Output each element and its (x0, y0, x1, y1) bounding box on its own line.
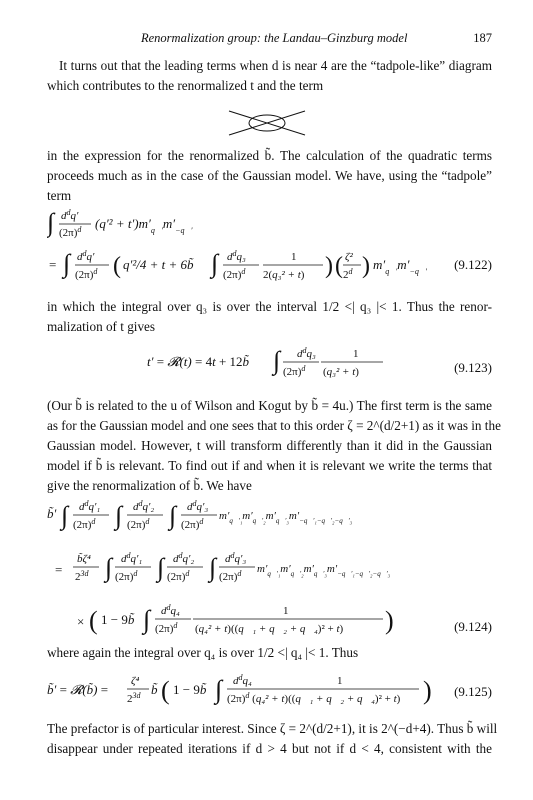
svg-text:m′q⃗′₁m′q⃗′₂m′q⃗′₃m′−q⃗′₁−q⃗′₂: $m'_{q⃗'_1}m'_{q⃗'_2}m'_{q⃗'_3}m'_{-q⃗'_1-q⃗'_2-q⃗'_3}$ (219, 510, 353, 525)
svg-text:(2π)d: $(2\pi)^d$ (167, 568, 190, 583)
svg-text:ddq′₃: $d^dq'_3$ (187, 498, 209, 513)
svg-text:(: ( (113, 253, 121, 279)
svg-text:23d: $2^{3d}$ (127, 690, 141, 705)
text-line: disappear under repeated iterations if d > 4 but not if d < 4, consistent with the (47, 741, 492, 756)
svg-text:ddq′₃: $d^dq'_3$ (225, 550, 247, 565)
svg-text:ddq′₁: $d^dq'_1$ (79, 498, 101, 513)
svg-text:×: × (77, 614, 85, 629)
text-line: give the renormalization of b̃. We have (47, 478, 252, 493)
svg-text:ddq′₂: $d^dq'_2$ (133, 498, 155, 513)
svg-text:∫: ∫ (157, 553, 165, 582)
svg-text:1: 1 (291, 251, 297, 263)
svg-text:∫: ∫ (115, 501, 123, 530)
svg-text:m′q⃗′₁m′q⃗′₂m′q⃗′₃m′−q⃗′₁−q⃗′₂: $m'_{q⃗'_1}m'_{q⃗'_2}m'_{q⃗'_3}m'_{-q⃗'_1-q⃗'_2-q⃗'_3}$ (257, 563, 391, 578)
equation-9-124 (47, 494, 492, 644)
svg-text:1 − 9b̃: 1 − 9b̃ (173, 682, 207, 697)
paragraph-5 (47, 643, 492, 663)
svg-text:ζ²: ζ² (345, 251, 353, 263)
paragraph-1 (47, 56, 492, 96)
svg-text:(: ( (89, 606, 98, 635)
text-line: The prefactor is of particular interest. Since ζ = 2^(d/2+1), it is 2^(−d+4). Thus b̃ will (47, 721, 498, 736)
svg-text:∫: ∫ (105, 553, 113, 582)
svg-text:ddq₄: $d^dq_4$ (161, 602, 180, 617)
svg-text:): ) (423, 676, 432, 705)
svg-text:1: 1 (283, 605, 289, 617)
svg-text:∫: ∫ (61, 501, 69, 530)
text-line: malization of t gives (47, 319, 156, 334)
equation-9-123 (47, 338, 492, 384)
svg-text:): ) (325, 253, 333, 279)
svg-text:ddq′: $d^dq'$ (77, 248, 95, 263)
svg-text:(q′² + t′)m′q⃗′m′−q⃗′: $(q'^2 + t')m'_{q⃗'}m'_{-q⃗'}$ (95, 216, 193, 235)
svg-text:=: = (55, 562, 63, 577)
svg-text:(: ( (161, 676, 170, 705)
book-page (47, 0, 501, 800)
svg-text:23d: $2^{3d}$ (75, 568, 89, 583)
svg-text:∫: ∫ (273, 346, 281, 375)
equation-9-122 (47, 205, 492, 287)
svg-text:2(q₃² + t): 2(q₃² + t) (263, 269, 305, 281)
svg-text:∫: ∫ (143, 605, 151, 634)
svg-text:(2π)d: $(2\pi)^d$ (75, 266, 98, 281)
svg-text:(2π)d: $(2\pi)^d$ (155, 620, 178, 635)
svg-text:(2π)d: $(2\pi)^d$ (219, 568, 242, 583)
svg-text:2d: 2$^d$ (343, 266, 353, 281)
svg-text:m′q⃗′m′−q⃗′: $m'_{q⃗'}m'_{-q⃗'}$ (373, 257, 427, 276)
text-line: where again the integral over q₄ is over 1/2 <| q₄ |< 1. Thus (47, 645, 359, 660)
page-number: 187 (473, 31, 492, 45)
svg-text:ddq′: $d^dq'$ (61, 207, 79, 222)
svg-text:(2π)d (q₄² + t)((q⃗₁ + q⃗₂ + q: $(2\pi)^d$ (q₄² + t)((q⃗₁ + q⃗₂ + q⃗₄)² + t) (227, 690, 401, 705)
svg-text:ddq₃: $d^dq_3$ (297, 345, 316, 360)
paragraph-3 (47, 297, 492, 337)
equation-number: (9.125) (454, 684, 492, 699)
text-line: proceeds much as in the case of the Gaussian model. We have, using the “tadpole” (47, 168, 492, 183)
running-title: Renormalization group: the Landau–Ginzburg model (141, 31, 408, 45)
svg-text:(2π)d: $(2\pi)^d$ (115, 568, 138, 583)
svg-text:∫: ∫ (47, 208, 55, 237)
svg-text:∫: ∫ (209, 553, 217, 582)
svg-text:1 − 9b̃: 1 − 9b̃ (101, 612, 135, 627)
svg-text:(2π)d: $(2\pi)^d$ (223, 266, 246, 281)
svg-text:∫: ∫ (169, 501, 177, 530)
tadpole-diagram (227, 105, 307, 141)
equation-9-125 (47, 664, 492, 714)
text-line: Gaussian model. However, t will transform differently than it did in the Gaussian (47, 438, 492, 453)
text-line: which contributes to the renormalized t and the term (47, 78, 324, 93)
svg-text:(2π)d: $(2\pi)^d$ (73, 516, 96, 531)
text-line: in the expression for the renormalized b̃. The calculation of the quadratic terms (47, 148, 492, 163)
svg-text:(q₃² + t): (q₃² + t) (323, 366, 359, 378)
svg-text:): ) (362, 253, 370, 279)
svg-text:(2π)d: $(2\pi)^d$ (127, 516, 150, 531)
svg-text:(q₄² + t)((q⃗₁ + q⃗₂ + q⃗₄)² +: (q₄² + t)((q⃗₁ + q⃗₂ + q⃗₄)² + t) (195, 623, 344, 635)
paragraph-4 (47, 396, 501, 496)
svg-text:ddq₃: $d^dq_3$ (227, 248, 246, 263)
svg-text:(2π)d: $(2\pi)^d$ (283, 363, 306, 378)
svg-text:q′²/4 + t + 6b̃: q′²/4 + t + 6b̃ (123, 257, 194, 272)
svg-text:t′ = 𝓡(t) = 4t + 12b̃: t′ = 𝓡(t) = 4t + 12b̃ (147, 354, 250, 369)
svg-text:=: = (49, 257, 57, 272)
svg-text:b̃ζ⁴: b̃ζ⁴ (77, 553, 91, 565)
text-line: term (47, 188, 72, 203)
svg-text:(2π)d: $(2\pi)^d$ (181, 516, 204, 531)
svg-text:(2π)d: $(2\pi)^d$ (59, 224, 82, 239)
svg-text:): ) (385, 606, 394, 635)
text-line: It turns out that the leading terms when d is near 4 are the “tadpole-like” diagram (59, 58, 492, 73)
text-line: in which the integral over q₃ is over the interval 1/2 <| q₃ |< 1. Thus the renor- (47, 299, 492, 314)
paragraph-2 (47, 146, 492, 206)
svg-text:ζ⁴: ζ⁴ (131, 675, 140, 687)
svg-text:∫: ∫ (215, 675, 223, 704)
paragraph-6 (47, 719, 498, 759)
svg-text:1: 1 (337, 675, 343, 687)
svg-text:∫: ∫ (63, 249, 71, 278)
svg-text:b̃′ = 𝓡(b̃) =: b̃′ = 𝓡(b̃) = (47, 682, 109, 697)
svg-text:ddq′₁: $d^dq'_1$ (121, 550, 143, 565)
text-line: as for the Gaussian model and one sees that to this order ζ = 2^(d/2+1) as it was in the (47, 418, 501, 433)
equation-number: (9.124) (454, 619, 492, 634)
svg-text:b̃′: b̃′ (47, 506, 57, 521)
svg-text:ddq₄: $d^dq_4$ (233, 672, 252, 687)
svg-text:1: 1 (353, 348, 359, 360)
svg-text:∫: ∫ (211, 249, 219, 278)
svg-text:b̃: b̃ (151, 682, 158, 697)
svg-text:(: ( (335, 253, 343, 279)
text-line: (Our b̃ is related to the u of Wilson and Kogut by b̃ = 4u.) The first term is the same (47, 398, 492, 413)
svg-text:ddq′₂: $d^dq'_2$ (173, 550, 195, 565)
equation-number: (9.123) (454, 360, 492, 375)
text-line: model if b̃ is relevant. To find out if and when it is relevant we write the terms that (47, 458, 492, 473)
equation-number: (9.122) (454, 257, 492, 272)
